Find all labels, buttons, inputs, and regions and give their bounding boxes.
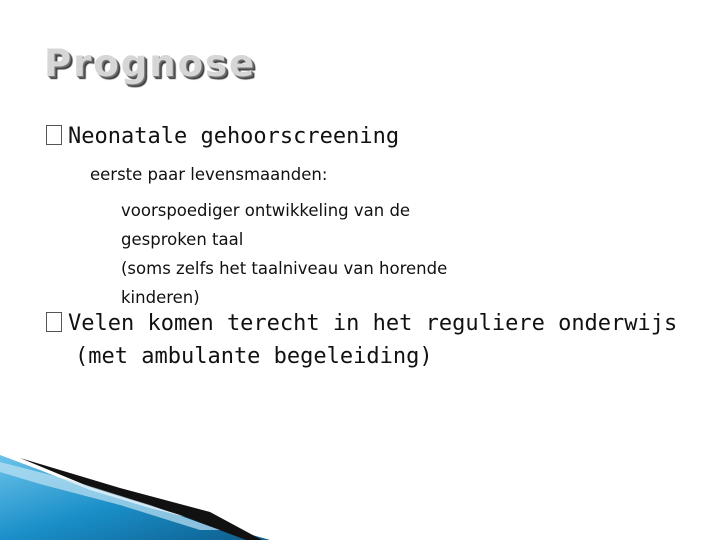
sub-line: kinderen) <box>121 288 200 307</box>
bullet-text-continued: (met ambulante begeleiding) <box>75 344 433 369</box>
slide-title: Prognose <box>44 42 257 85</box>
box-bullet-icon <box>46 312 62 332</box>
sub-line: voorspoediger ontwikkeling van de <box>121 201 411 220</box>
bullet-item <box>46 124 399 149</box>
bullet-text: Velen komen terecht in het reguliere onderwijs <box>68 311 678 336</box>
box-bullet-icon <box>46 125 62 145</box>
sub-heading: eerste paar levensmaanden: <box>90 165 328 184</box>
sub-text-block <box>121 196 447 312</box>
bullet-text: Neonatale gehoorscreening <box>68 124 400 149</box>
sub-line: (soms zelfs het taalniveau van horende <box>121 259 448 278</box>
bullet-item <box>46 307 677 373</box>
sub-line: gesproken taal <box>121 230 244 249</box>
